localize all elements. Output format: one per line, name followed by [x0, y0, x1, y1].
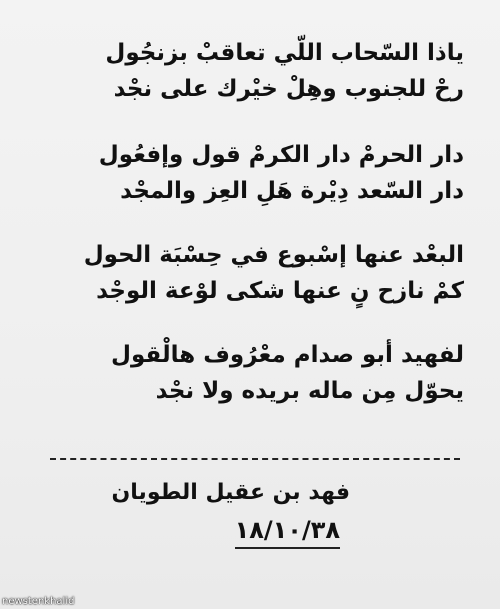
stanza-2-line-1: دار الحرمْ دار الكرمْ قول وإفعُول — [98, 142, 464, 168]
stanza-1-line-1: ياذا السّحاب اللّي تعاقبْ بزنجُول — [105, 40, 464, 66]
watermark-text: newstenkhalid — [2, 596, 75, 607]
stanza-2-line-2: دار السّعد دِيْرة هَلِ العِز والمجْد — [120, 178, 464, 204]
poem-date: ١٨/١٠/٣٨ — [235, 515, 340, 549]
stanza-1-line-2: رحْ للجنوب وهِلْ خيْرك على نجْد — [113, 76, 464, 102]
poet-signature: فهد بن عقيل الطويان — [111, 480, 350, 505]
stanza-3-line-1: البعْد عنها إسْبوع في حِسْبَة الحول — [83, 242, 464, 268]
stanza-4-line-2: يحوّل مِن ماله بريده ولا نجْد — [155, 378, 464, 404]
stanza-3-line-2: كمْ نازح نٍ عنها شكى لوْعة الوجْد — [96, 278, 464, 304]
dashed-divider — [50, 458, 460, 460]
stanza-4-line-1: لفهيد أبو صدام معْرُوف هالْقول — [111, 342, 464, 368]
